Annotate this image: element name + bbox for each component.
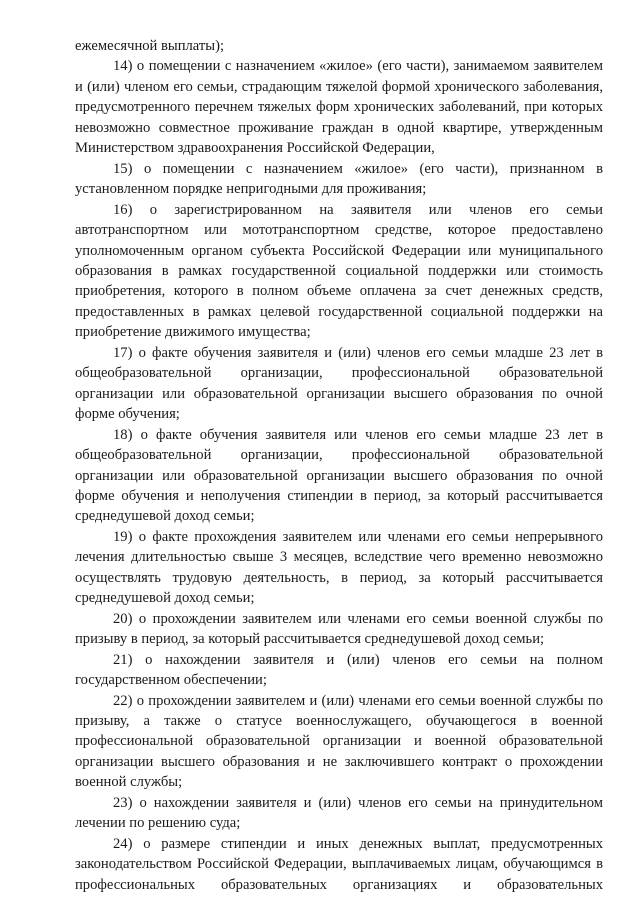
paragraph-item-19: 19) о факте прохождения заявителем или членами его семьи непрерывного лечения длительностью свыше 3 месяцев, вследствие чего временно невозможно осуществлять трудовую деятельность, в период, за который рассчитывается среднедушевой доход семьи; bbox=[75, 528, 603, 607]
paragraph-item-14: 14) о помещении с назначением «жилое» (его части), занимаемом заявителем и (или) членом его семьи, страдающим тяжелой формой хронического заболевания, предусмотренного перечнем тяжелых форм хронических заболеваний, при которых невозможно совместное проживание граждан в одной квартире, утвержденным Министерством здравоохранения Российской Федерации, bbox=[75, 58, 603, 157]
paragraph-item-21: 21) о нахождении заявителя и (или) членов его семьи на полном государственном обеспечении; bbox=[75, 651, 603, 689]
paragraph-item-16: 16) о зарегистрированном на заявителя или членов его семьи автотранспортном или мототранспортном средстве, которое предоставлено уполномоченным органом субъекта Российской Федерации или муниципального образования в рамках государственной социальной поддержки или стоимость приобретения, которого в полном объеме оплачена за счет денежных средств, предоставленных в рамках целевой государственной социальной поддержки на приобретение движимого имущества; bbox=[75, 201, 603, 341]
paragraph-item-18: 18) о факте обучения заявителя или членов его семьи младше 23 лет в общеобразовательной организации, профессиональной образовательной организации или образовательной организации высшего образования по очной форме обучения и неполучения стипендии в период, за который рассчитывается среднедушевой доход семьи; bbox=[75, 426, 603, 525]
document-page bbox=[75, 36, 603, 895]
paragraph-item-22: 22) о прохождении заявителем и (или) членами его семьи военной службы по призыву, а также о статусе военнослужащего, обучающегося в военной профессиональной образовательной организации и военной образовательной организации высшего образования и не заключившего контракт о прохождении военной службы; bbox=[75, 692, 603, 791]
paragraph-item-17: 17) о факте обучения заявителя и (или) членов его семьи младше 23 лет в общеобразовательной организации, профессиональной образовательной организации или образовательной организации высшего образования по очной форме обучения; bbox=[75, 344, 603, 423]
paragraph-continuation: ежемесячной выплаты); bbox=[75, 38, 225, 54]
paragraph-item-20: 20) о прохождении заявителем или членами его семьи военной службы по призыву в период, за который рассчитывается среднедушевой доход семьи; bbox=[75, 610, 603, 648]
paragraph-item-24: 24) о размере стипендии и иных денежных выплат, предусмотренных законодательством Российской Федерации, выплачиваемых лицам, обучающимся в профессиональных образовательных организациях и образовательных bbox=[75, 835, 603, 893]
paragraph-item-23: 23) о нахождении заявителя и (или) членов его семьи на принудительном лечении по решению суда; bbox=[75, 794, 603, 832]
paragraph-item-15: 15) о помещении с назначением «жилое» (его части), признанном в установленном порядке непригодными для проживания; bbox=[75, 160, 603, 198]
